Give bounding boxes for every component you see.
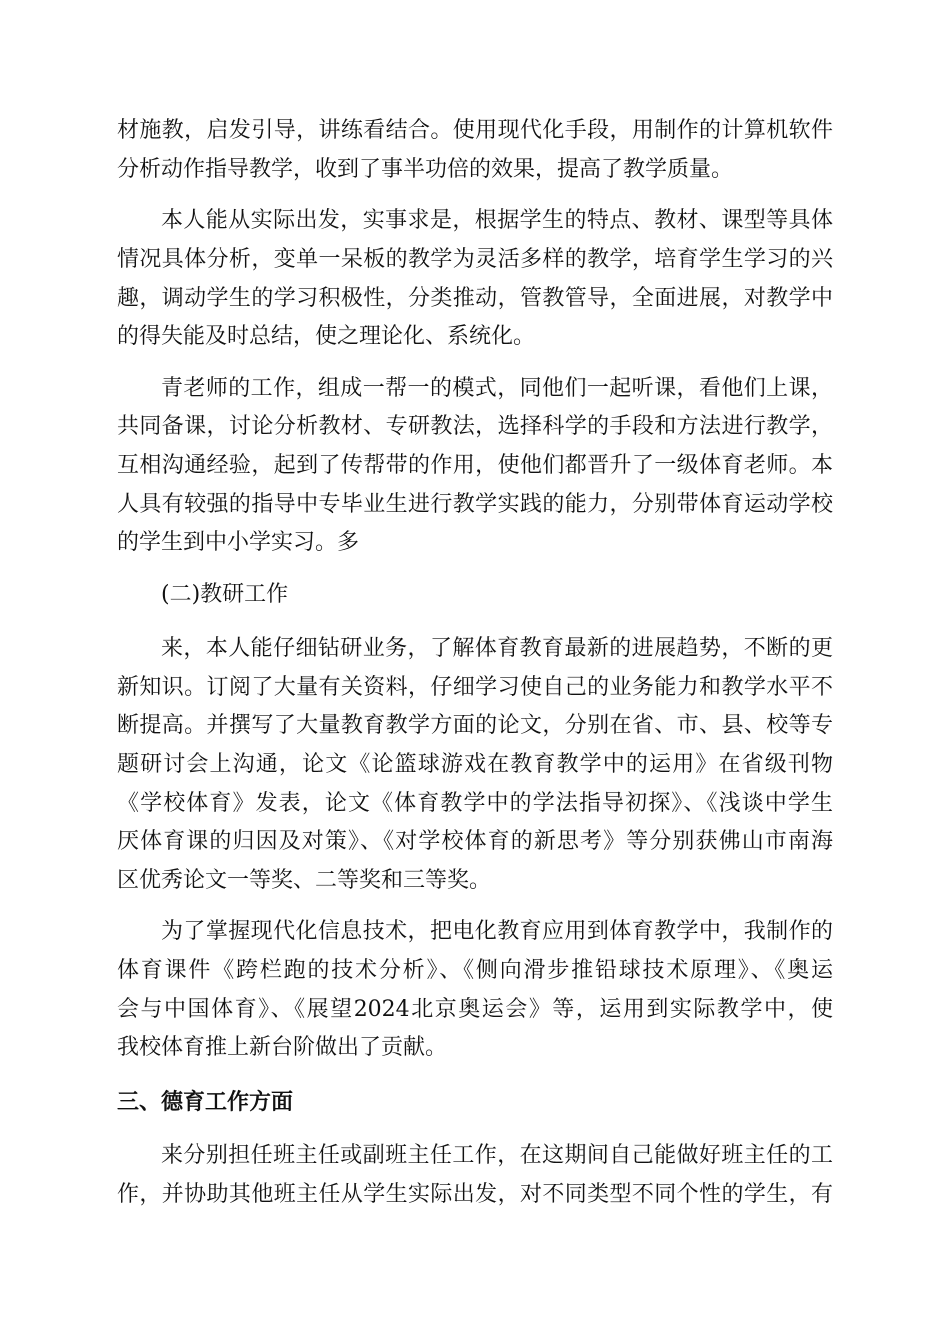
- paragraph-line: 来，本人能仔细钻研业务，了解体育教育最新的进展趋势，不断的更: [161, 636, 833, 661]
- paragraph-line: 题研讨会上沟通，论文《论篮球游戏在教育教学中的运用》在省级刊物: [117, 752, 833, 777]
- paragraph-line: 互相沟通经验，起到了传帮带的作用，使他们都晋升了一级体育老师。本: [117, 453, 833, 478]
- paragraph-line: 《学校体育》发表，论文《体育教学中的学法指导初探》、《浅谈中学生: [117, 791, 833, 816]
- paragraph-line: 厌体育课的归因及对策》、《对学校体育的新思考》等分别获佛山市南海: [117, 829, 833, 854]
- paragraph-line: 的得失能及时总结，使之理论化、系统化。: [117, 324, 536, 349]
- paragraph-line: 区优秀论文一等奖、二等奖和三等奖。: [117, 868, 492, 893]
- paragraph-line: 青老师的工作，组成一帮一的模式，同他们一起听课，看他们上课，: [161, 376, 833, 401]
- paragraph-line: 共同备课，讨论分析教材、专研教法，选择科学的手段和方法进行教学，: [117, 414, 833, 439]
- paragraph-line: 为了掌握现代化信息技术，把电化教育应用到体育教学中，我制作的: [161, 919, 833, 944]
- paragraph-line: 人具有较强的指导中专毕业生进行教学实践的能力，分别带体育运动学校: [117, 492, 833, 517]
- paragraph-line: 我校体育推上新台阶做出了贡献。: [117, 1035, 448, 1060]
- paragraph-line: 新知识。订阅了大量有关资料，仔细学习使自己的业务能力和教学水平不: [117, 675, 833, 700]
- paragraph-line: 断提高。并撰写了大量教育教学方面的论文，分别在省、市、县、校等专: [117, 713, 833, 738]
- paragraph-line: 的学生到中小学实习。多: [117, 530, 360, 555]
- paragraph-line: 情况具体分析，变单一呆板的教学为灵活多样的教学，培育学生学习的兴: [117, 247, 833, 272]
- paragraph-line: 来分别担任班主任或副班主任工作，在这期间自己能做好班主任的工: [161, 1143, 833, 1168]
- paragraph-line: 体育课件《跨栏跑的技术分析》、《侧向滑步推铅球技术原理》、《奥运: [117, 958, 833, 983]
- paragraph-line: 本人能从实际出发，实事求是，根据学生的特点、教材、课型等具体: [161, 208, 833, 233]
- paragraph-line: 作，并协助其他班主任从学生实际出发，对不同类型不同个性的学生，有: [117, 1182, 833, 1207]
- paragraph-line: 分析动作指导教学，收到了事半功倍的效果，提高了教学质量。: [117, 157, 734, 182]
- subsection-heading: (二)教研工作: [161, 582, 289, 607]
- paragraph-line: 会与中国体育》、《展望2024北京奥运会》等，运用到实际教学中，使: [117, 997, 833, 1022]
- section-heading: 三、德育工作方面: [117, 1090, 294, 1115]
- paragraph-line: 趣，调动学生的学习积极性，分类推动，管教管导，全面进展，对教学中: [117, 286, 833, 311]
- paragraph-line: 材施教，启发引导，讲练看结合。使用现代化手段，用制作的计算机软件: [117, 118, 833, 143]
